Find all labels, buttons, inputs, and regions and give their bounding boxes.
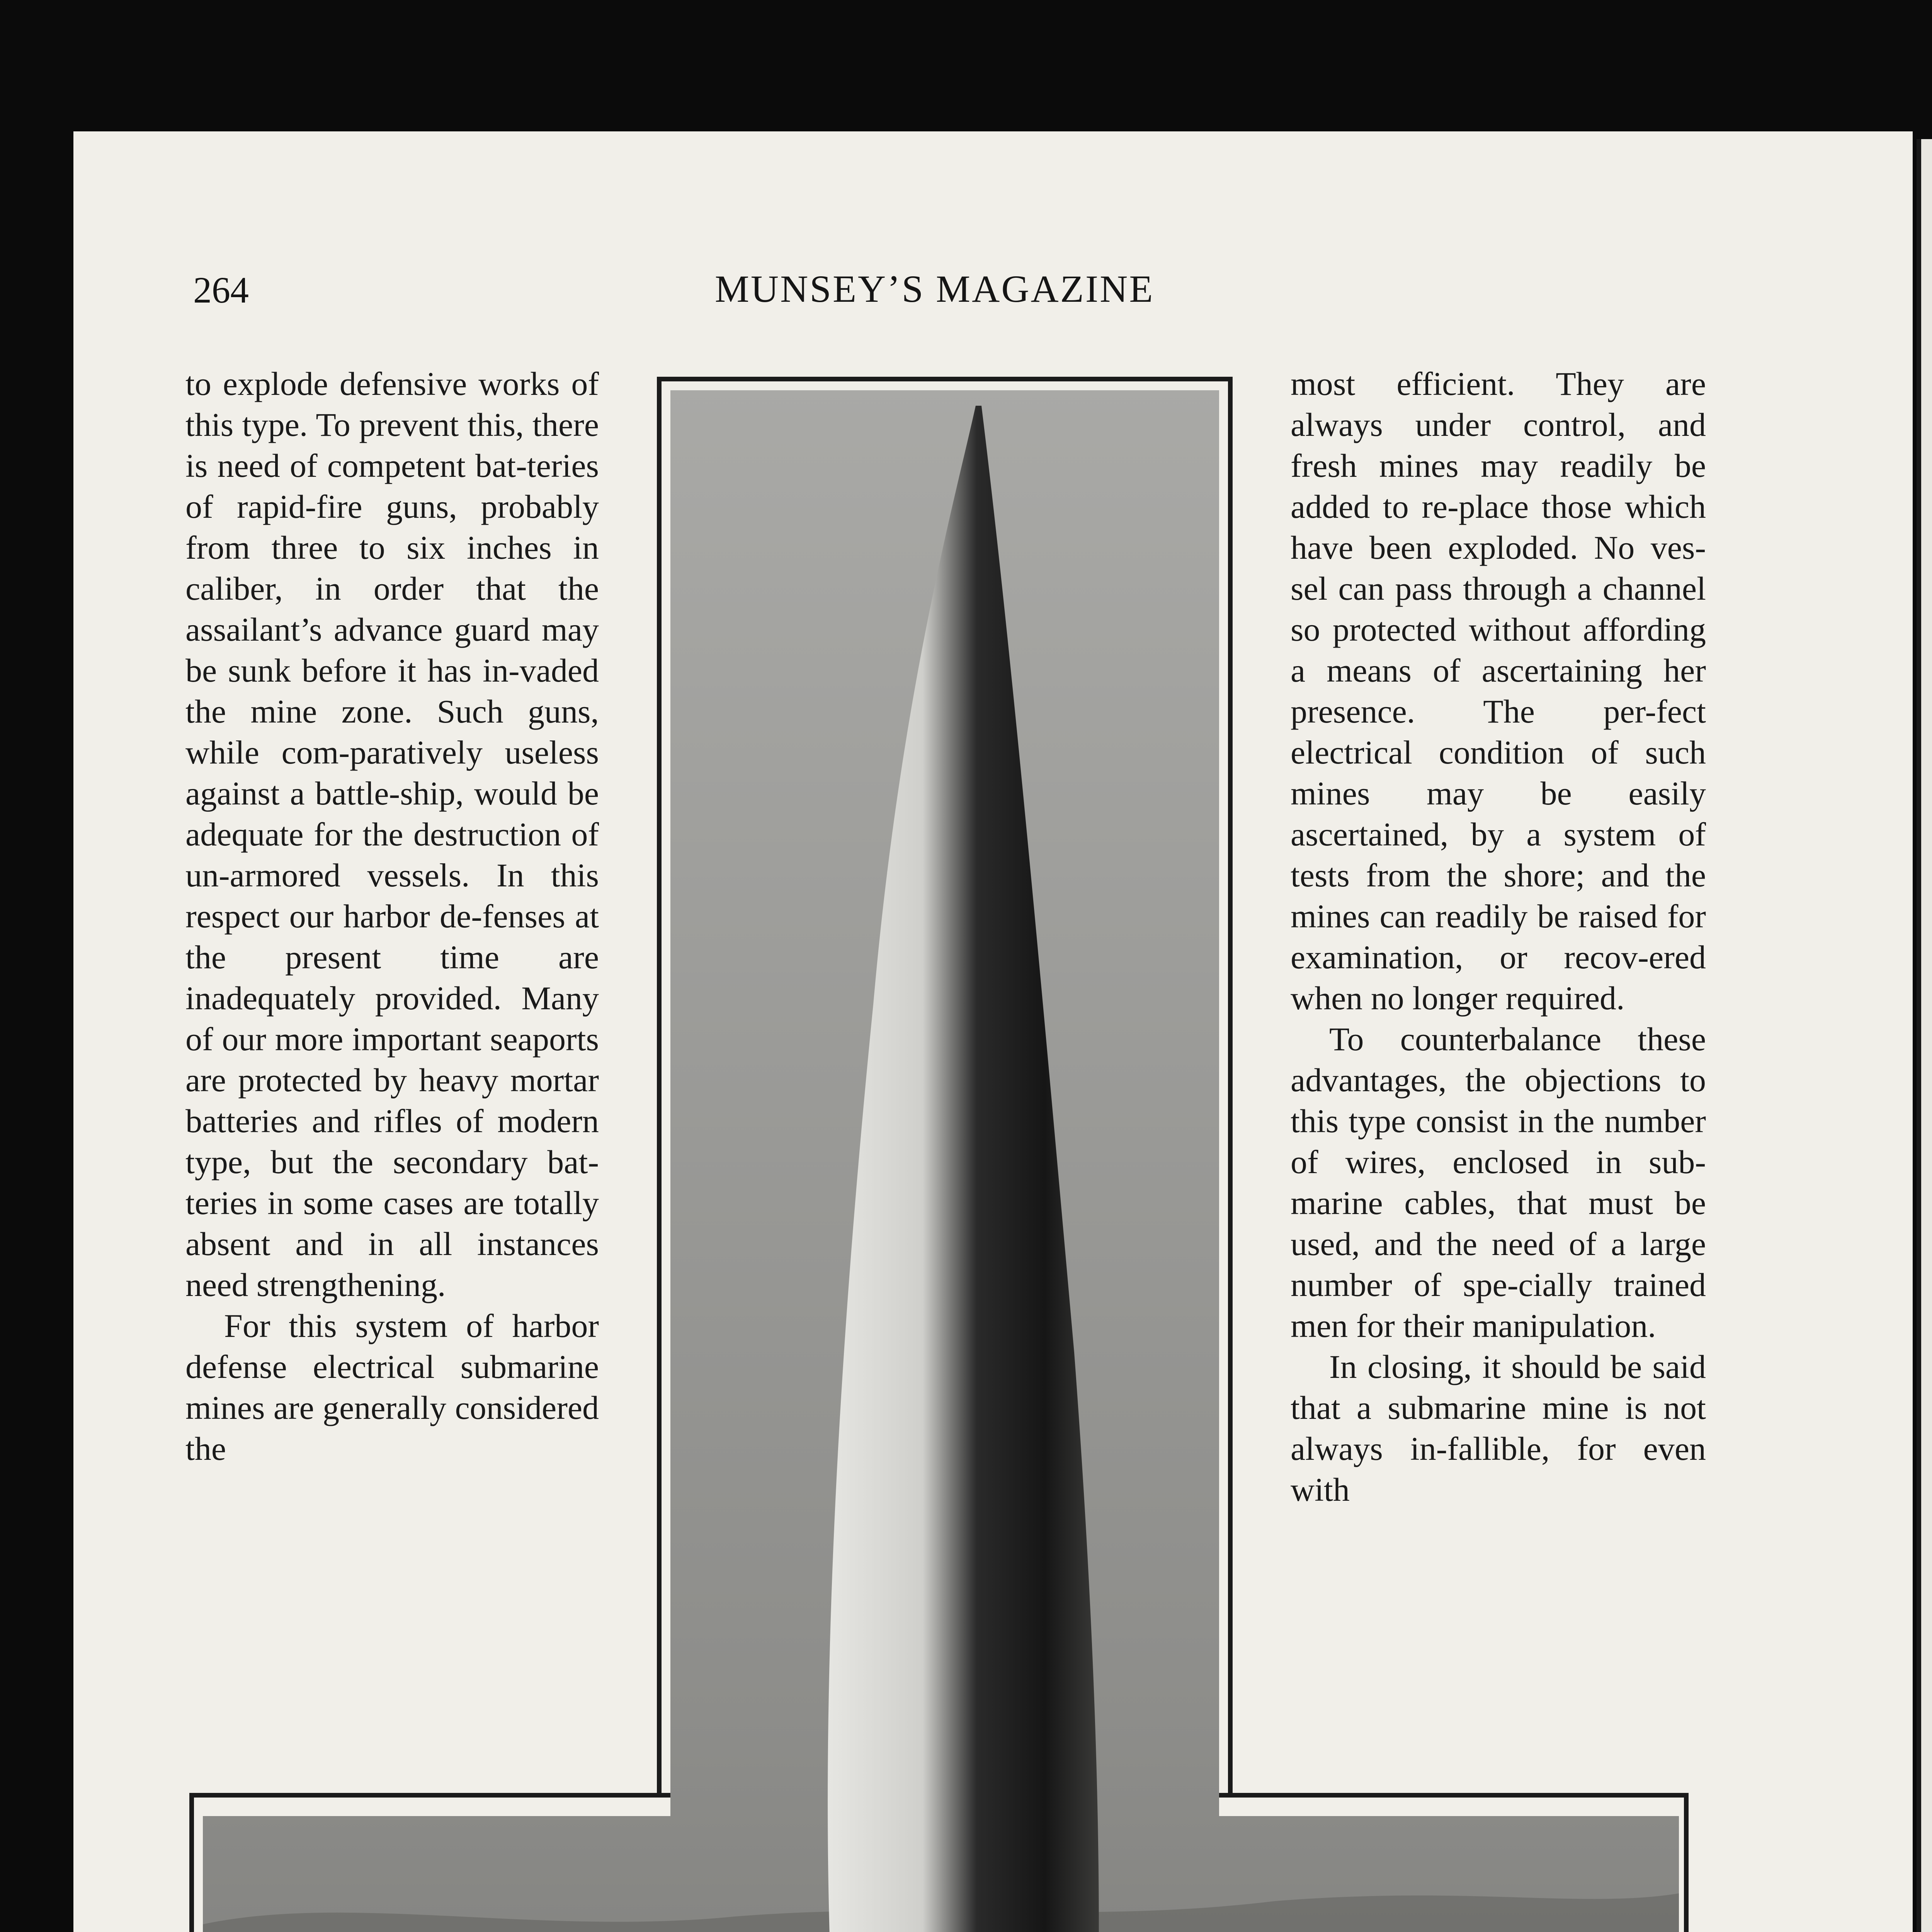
left-paragraph-1: to explode defensive works of this type. To prevent this, there is need of competent bat-teries of rapid-fire guns, probably from three to six inches in caliber, in order that the assailant’s advance guard may be sunk before it has in-vaded the mine zone. Such guns, while com-paratively useless against a battle-ship, would be adequate for the destruction of un-armored vessels. In this respect our harbor de-fenses at the present time are inadequately provided. Many of our more important seaports are protected by heavy mortar batteries and rifles of modern type, but the secondary bat-teries in some cases are totally absent and in all instances need strengthening. (185, 365, 599, 1303)
right-paragraph-3: In closing, it should be said that a submarine mine is not always in-fallible, for even with (1291, 1348, 1706, 1508)
right-paragraph-2: To counterbalance these advantages, the objections to this type consist in the number of wires, enclosed in sub-marine cables, that must be used, and the need of a large number of spe-cially trained men for their manipulation. (1291, 1020, 1706, 1344)
running-head: MUNSEY’S MAGAZINE (715, 267, 1155, 310)
page-number: 264 (193, 269, 249, 311)
left-paragraph-2: For this system of harbor defense electrical submarine mines are generally considered the (185, 1307, 599, 1467)
right-paragraph-1: most efficient. They are always under control, and fresh mines may readily be added to re-place those which have been exploded. No ves-sel can pass through a channel so protected without affording a means of ascertaining her presence. The per-fect electrical condition of such mines may be easily ascertained, by a system of tests from the shore; and the mines can readily be raised for examination, or recov-ered when no longer required. (1291, 365, 1706, 1017)
